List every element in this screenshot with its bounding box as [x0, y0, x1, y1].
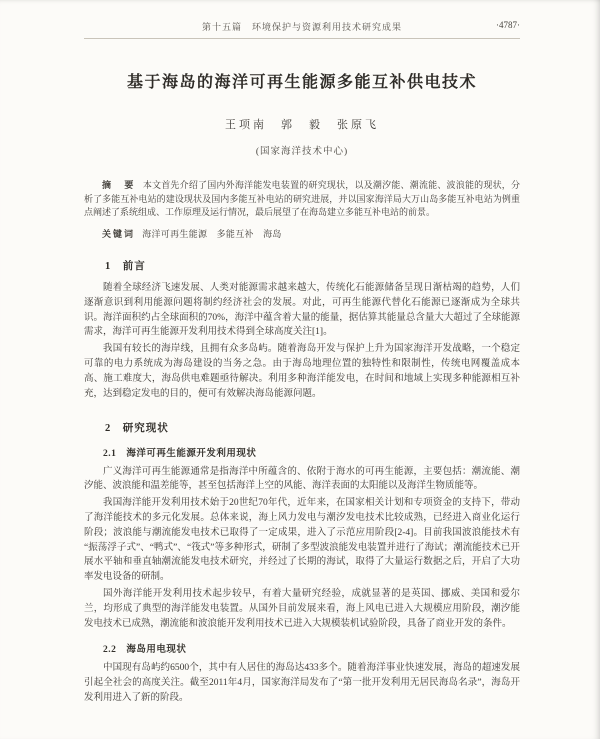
abstract-label: 摘 要	[102, 180, 136, 190]
article-title: 基于海岛的海洋可再生能源多能互补供电技术	[126, 74, 477, 91]
running-header-page-number: ·4787·	[496, 20, 520, 30]
section-2-2-paragraph-1: 中国现有岛屿约6500个，其中有人居住的海岛达433多个。随着海洋事业快速发展，海岛的超速发展引起全社会的高度关注。截至2011年4月，国家海洋局发布了“第一批开发利用无居民海岛名录”，海岛开发利用进入了新的阶段。	[84, 663, 520, 704]
section-2-1-paragraph-3: 国外海洋能开发利用技术起步较早，有着大量研究经验，成就显著的是英国、挪威、美国和爱尔兰，均形成了典型的海洋能发电装置。从国外目前发展来看，海上风电已进入大规模应用阶段，潮汐能发电技术已成熟，潮流能和波浪能开发利用技术已进入大规模装机试验阶段，具备了商业开发的条件。	[84, 589, 520, 629]
running-header-chapter: 第十五篇 环境保护与资源利用技术研究成果	[201, 22, 402, 32]
abstract-text: 本文首先介绍了国内外海洋能发电装置的研究现状，以及潮汐能、潮流能、波浪能的现状，分析了多能互补电站的建设现状及国内多能互补电站的研究进展，并以国家海洋局大万山岛多能互补电站为例重点阐述了系统组成、工作原理及运行情况，最后展望了在海岛建立多能互补电站的前景。	[84, 180, 520, 218]
running-header	[84, 20, 520, 39]
section-2-1-paragraph-1: 广义海洋可再生能源通常是指海洋中所蕴含的、依附于海水的可再生能源，主要包括：潮流能、潮汐能、波浪能和温差能等，甚至包括海洋上空的风能、海洋表面的太阳能以及海洋生物质能等。	[84, 466, 520, 492]
keywords-text: 海洋可再生能源 多能互补 海岛	[142, 229, 282, 240]
section-1-paragraph-1: 随着全球经济飞速发展、人类对能源需求越来越大，传统化石能源储备呈现日渐枯竭的趋势，人们逐渐意识到利用能源问题将制约经济社会的发展。对此，可再生能源代替化石能源已逐渐成为全球共识。海洋面积约占全球面积的70%，海洋中蕴含着大量的能量，据估算其能量总含量大大超过了全球能源需求，海洋可再生能源开发利用技术得到全球高度关注[1]。	[84, 283, 520, 338]
affiliation-line: (国家海洋技术中心)	[255, 147, 349, 157]
section-2-heading: 2 研究现状	[105, 422, 169, 434]
section-2-1-paragraph-2: 我国海洋能开发利用技术始于20世纪70年代，近年来，在国家相关计划和专项资金的支持下，带动了海洋能技术的多元化发展。总体来说，海上风力发电与潮汐发电技术比较成熟，已经进入商业化运行阶段；波浪能与潮流能发电技术已取得了一定成果，进入了示范应用阶段[2-4]。目前我国波浪能技术有“振荡浮子式”、“鸭式”、“筏式”等多种形式，研制了多型波浪能发电装置并进行了海试；潮流能技术已开展水平轴和垂直轴潮流能发电技术研究，并经过了长期的海试，取得了大量运行数据之后，开启了大功率发电设备的研制。	[84, 498, 520, 583]
keywords-block	[84, 227, 520, 240]
keywords-label: 关键词	[102, 229, 136, 240]
section-2-1-heading: 2.1 海洋可再生能源开发利用现状	[103, 448, 257, 459]
section-1-heading: 1 前言	[105, 261, 146, 273]
abstract-block	[84, 179, 520, 220]
section-2-2-heading: 2.2 海岛用电现状	[103, 645, 187, 656]
authors-line: 王项南 郭 毅 张原飞	[225, 119, 379, 131]
section-1-paragraph-2: 我国有较长的海岸线，且拥有众多岛屿。随着海岛开发与保护上升为国家海洋开发战略，一个稳定可靠的电力系统成为海岛建设的当务之急。由于海岛地理位置的独特性和限制性，传统电网覆盖成本高、施工难度大，海岛供电难题亟待解决。利用多种海洋能发电，在时间和地域上实现多种能源相互补充，达到稳定发电的目的，便可有效解决海岛能源问题。	[84, 344, 520, 399]
